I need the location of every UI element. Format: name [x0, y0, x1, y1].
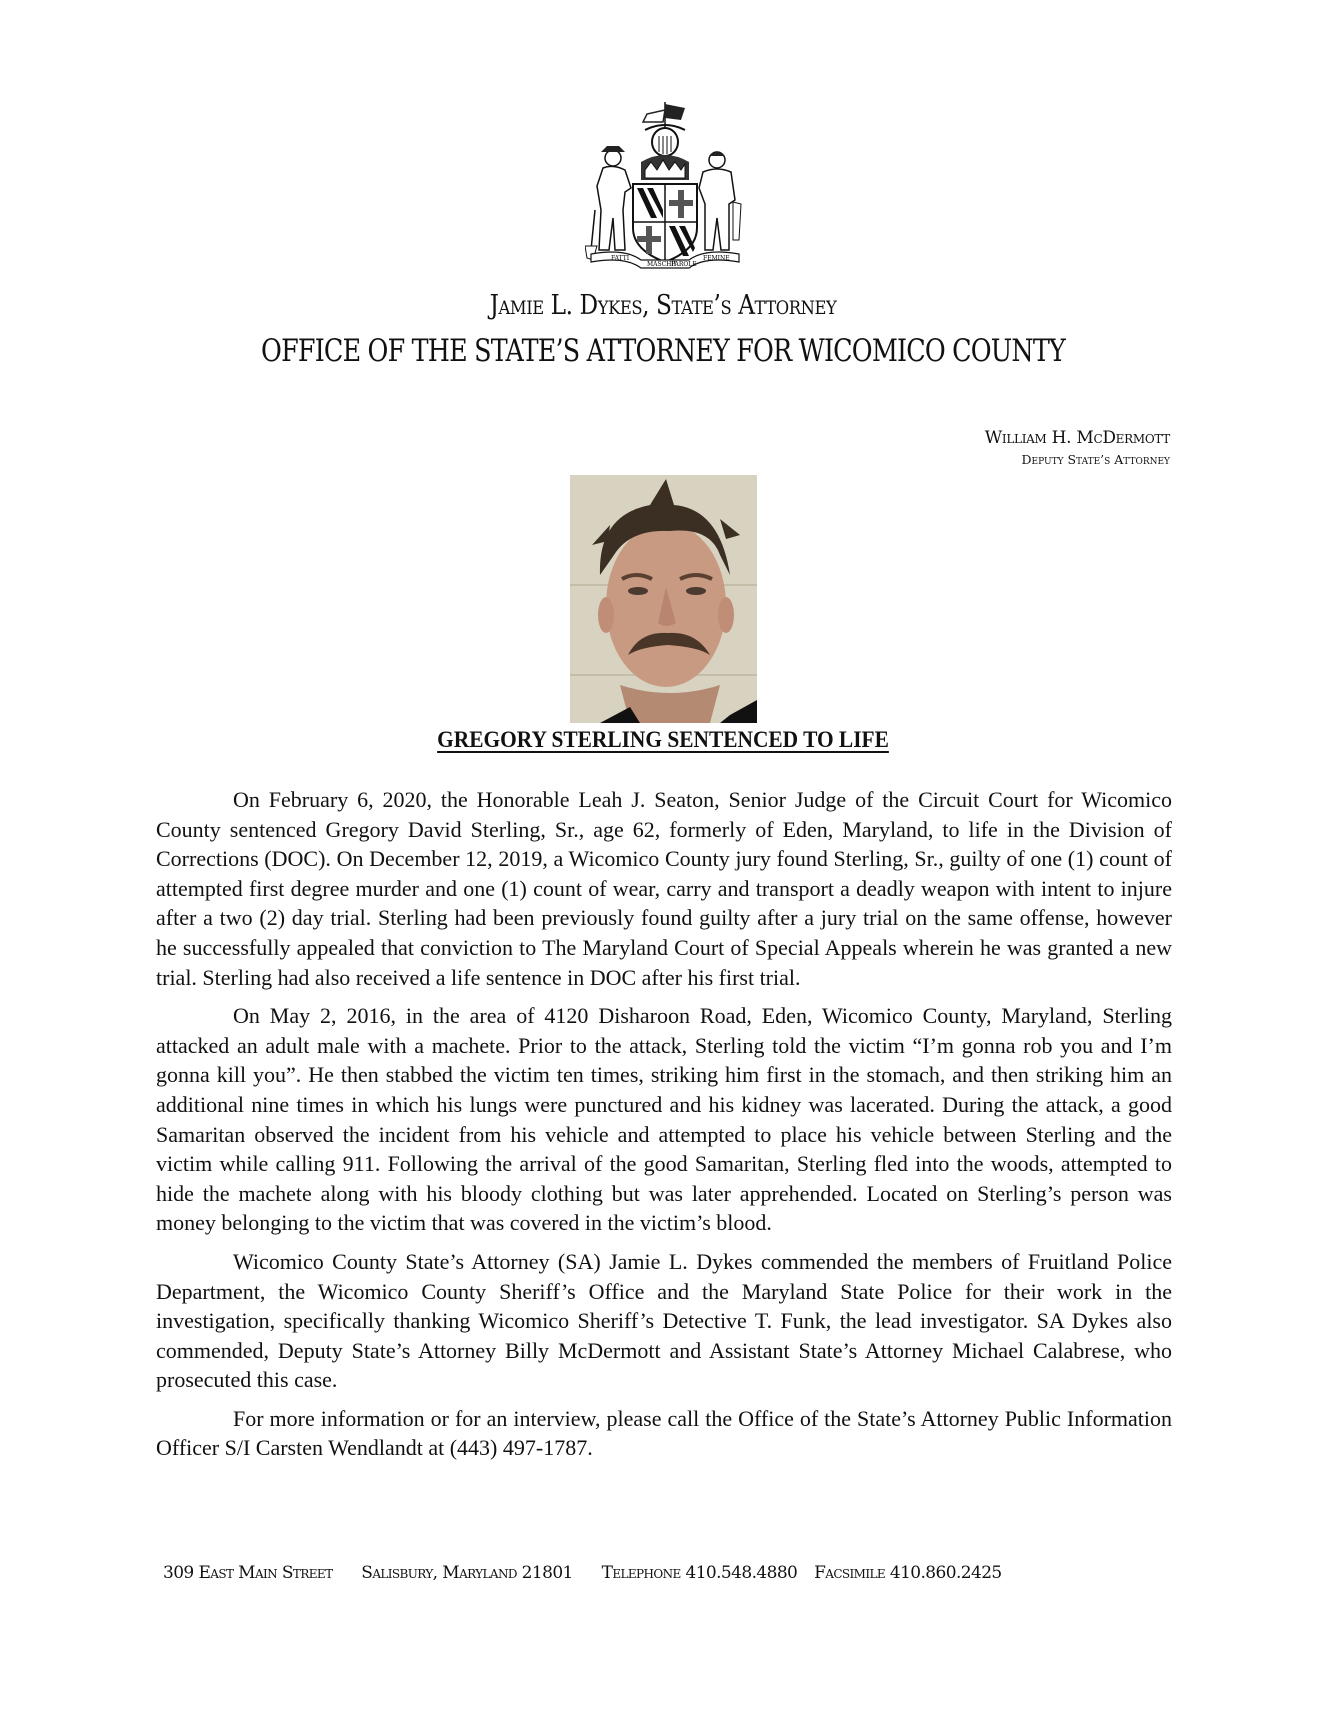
defendant-photo [570, 475, 757, 723]
footer-fax-label: Facsimile [814, 1563, 886, 1583]
motto-word: MASCHII [647, 261, 677, 268]
footer-telephone: 410.548.4880 [685, 1563, 798, 1583]
headline: GREGORY STERLING SENTENCED TO LIFE [437, 727, 889, 752]
press-release-body [156, 785, 1172, 1472]
letterhead-footer [163, 1563, 1173, 1583]
footer-address: 309 East Main Street [163, 1563, 333, 1583]
states-attorney-name: Jamie L. Dykes, State’s Attorney [489, 290, 837, 321]
deputy-title: Deputy State’s Attorney [1021, 452, 1170, 467]
footer-telephone-label: Telephone [601, 1563, 681, 1583]
paragraph-commendations: Wicomico County State’s Attorney (SA) Jamie L. Dykes commended the members of Fruitland Police Department, the Wicomico County Sheriff’s Office and the Maryland State Police for their work in the investigation, specifically thanking Wicomico Sheriff’s Detective T. Funk, the lead investigator. SA Dykes also commended, Deputy State’s Attorney Billy McDermott and Assistant State’s Attorney Michael Calabrese, who prosecuted this case. [156, 1248, 1172, 1393]
motto-word: PAROLE [671, 261, 697, 268]
motto-word: FATTI [611, 255, 630, 262]
footer-fax: 410.860.2425 [889, 1563, 1002, 1583]
deputy-name: William H. McDermott [984, 428, 1170, 448]
motto-word: FEMINE [703, 255, 730, 262]
maryland-state-seal-icon [585, 100, 745, 272]
paragraph-incident: On May 2, 2016, in the area of 4120 Disharoon Road, Eden, Wicomico County, Maryland, Sterling attacked an adult male with a machete. Prior to the attack, Sterling told the victim “I’m gonna rob you and I’m gonna kill you”. He then stabbed the victim ten times, striking him first in the stomach, and then striking him an additional nine times in which his lungs were punctured and his kidney was lacerated. During the attack, a good Samaritan observed the incident from his vehicle and attempted to place his vehicle between Sterling and the victim while calling 911. Following the arrival of the good Samaritan, Sterling fled into the woods, attempted to hide the machete along with his bloody clothing but was later apprehended. Located on Sterling’s person was money belonging to the victim that was covered in the victim’s blood. [156, 1003, 1172, 1236]
office-title: OFFICE OF THE STATE’S ATTORNEY FOR WICOMICO COUNTY [261, 333, 1065, 369]
footer-city: Salisbury, Maryland 21801 [361, 1563, 573, 1583]
deputy-block [985, 428, 1170, 467]
paragraph-contact: For more information or for an interview, please call the Office of the State’s Attorney Public Information Officer S/I Carsten Wendlandt at (443) 497-1787. [156, 1405, 1172, 1461]
paragraph-sentencing: On February 6, 2020, the Honorable Leah J. Seaton, Senior Judge of the Circuit Court for Wicomico County sentenced Gregory David Sterling, Sr., age 62, formerly of Eden, Maryland, to life in the Division of Corrections (DOC). On December 12, 2019, a Wicomico County jury found Sterling, Sr., guilty of one (1) count of attempted first degree murder and one (1) count of wear, carry and transport a deadly weapon with intent to injure after a two (2) day trial. Sterling had been previously found guilty after a jury trial on the same offense, however he successfully appealed that conviction to The Maryland Court of Special Appeals wherein he was granted a new trial. Sterling had also received a life sentence in DOC after his first trial. [156, 787, 1172, 990]
